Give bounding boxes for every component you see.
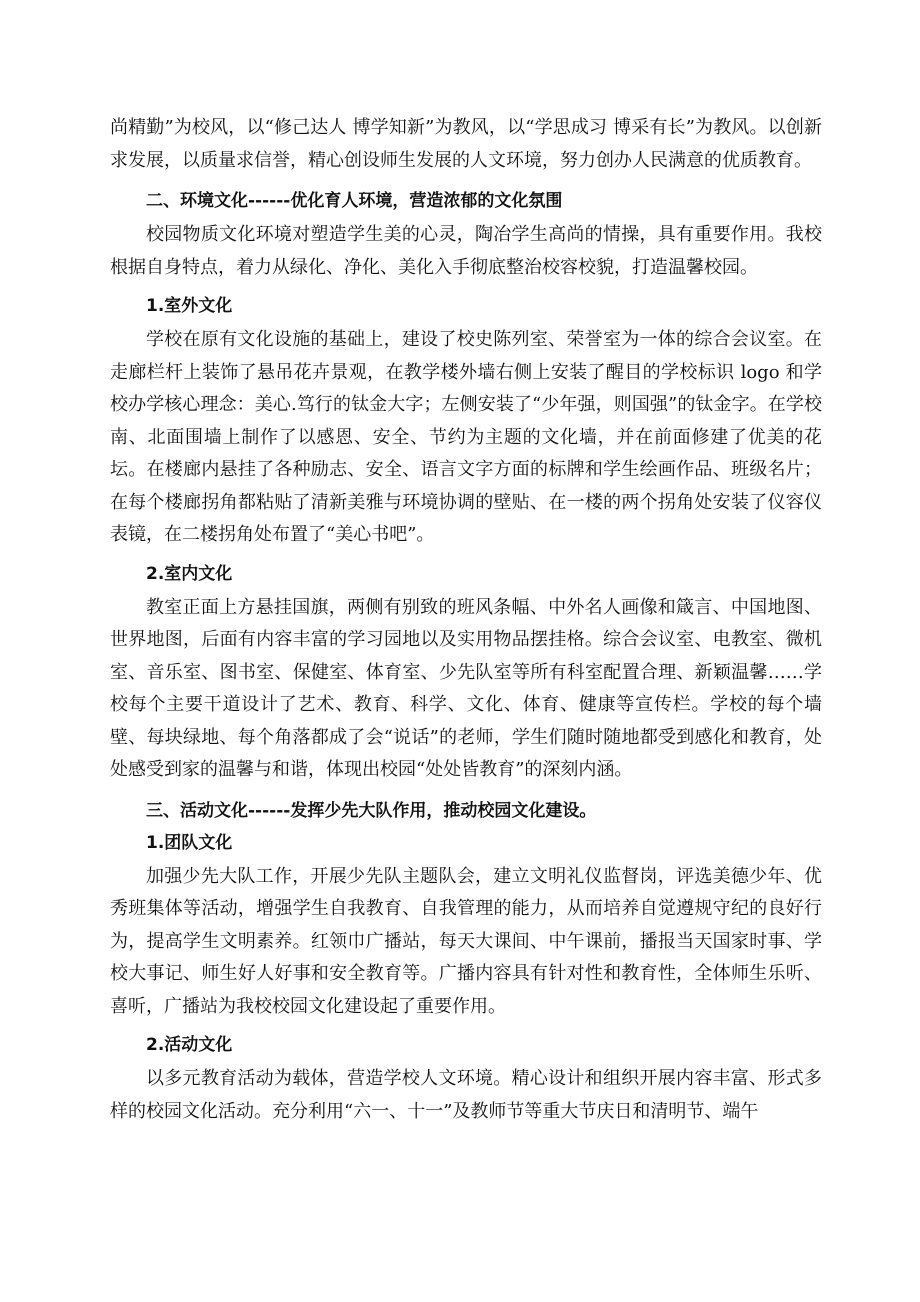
intro-paragraph: 尚精勤”为校风，以“修己达人 博学知新”为教风，以“学思成习 博采有长”为教风。以创新求发展，以质量求信誉，精心创设师生发展的人文环境，努力创办人民满意的优质教育。 xyxy=(110,117,822,171)
section-3-heading: 三、活动文化------发挥少先大队作用，推动校园文化建设。 xyxy=(146,800,597,821)
team-culture-paragraph: 加强少先大队工作，开展少先队主题队会，建立文明礼仪监督岗，评选美德少年、优秀班集体等活动，增强学生自我教育、自我管理的能力，从而培养自觉遵规守纪的良好行为，提高学生文明素养。红领巾广播站，每天大课间、中午课前，播报当天国家时事、学校大事记、师生好人好事和安全教育等。广播内容具有针对性和教育性，全体师生乐听、喜听，广播站为我校校园文化建设起了重要作用。 xyxy=(110,865,822,1017)
section-2-heading: 二、环境文化------优化育人环境，营造浓郁的文化氛围 xyxy=(146,191,563,211)
outdoor-culture-paragraph: 学校在原有文化设施的基础上，建设了校史陈列室、荣誉室为一体的综合会议室。在走廊栏杆上装饰了悬吊花卉景观，在教学楼外墙右侧上安装了醒目的学校标识 logo 和学校办学核心理念：美心.笃行的钛金大字；左侧安装了“少年强，则国强”的钛金字。在学校南、北面围墙上制作了以感恩、安全、节约为主题的文化墙，并在前面修建了优美的花坛。在楼廊内悬挂了各种励志、安全、语言文字方面的标牌和学生绘画作品、班级名片；在每个楼廊拐角都粘贴了清新美雅与环境协调的壁贴、在一楼的两个拐角处安装了仪容仪表镜，在二楼拐角处布置了“美心书吧”。 xyxy=(110,329,822,545)
activity-culture-paragraph: 以多元教育活动为载体，营造学校人文环境。精心设计和组织开展内容丰富、形式多样的校园文化活动。充分利用“六一、十一”及教师节等重大节庆日和清明节、端午 xyxy=(110,1068,822,1122)
team-culture-heading: 1.团队文化 xyxy=(146,832,233,853)
outdoor-culture-heading: 1.室外文化 xyxy=(146,296,233,316)
section-2-intro-paragraph: 校园物质文化环境对塑造学生美的心灵，陶冶学生高尚的情操，具有重要作用。我校根据自身特点，着力从绿化、净化、美化入手彻底整治校容校貌，打造温馨校园。 xyxy=(110,224,822,278)
indoor-culture-paragraph: 教室正面上方悬挂国旗，两侧有别致的班风条幅、中外名人画像和箴言、中国地图、世界地图，后面有内容丰富的学习园地以及实用物品摆挂格。综合会议室、电教室、微机室、音乐室、图书室、保健室、体育室、少先队室等所有科室配置合理、新颖温馨……学校每个主要干道设计了艺术、教育、科学、文化、体育、健康等宣传栏。学校的每个墙壁、每块绿地、每个角落都成了会“说话”的老师，学生们随时随地都受到感化和教育，处处感受到家的温馨与和谐，体现出校园“处处皆教育”的深刻内涵。 xyxy=(110,596,822,780)
indoor-culture-heading: 2.室内文化 xyxy=(146,563,233,584)
document-page xyxy=(110,112,822,1128)
activity-culture-heading: 2.活动文化 xyxy=(146,1035,233,1055)
